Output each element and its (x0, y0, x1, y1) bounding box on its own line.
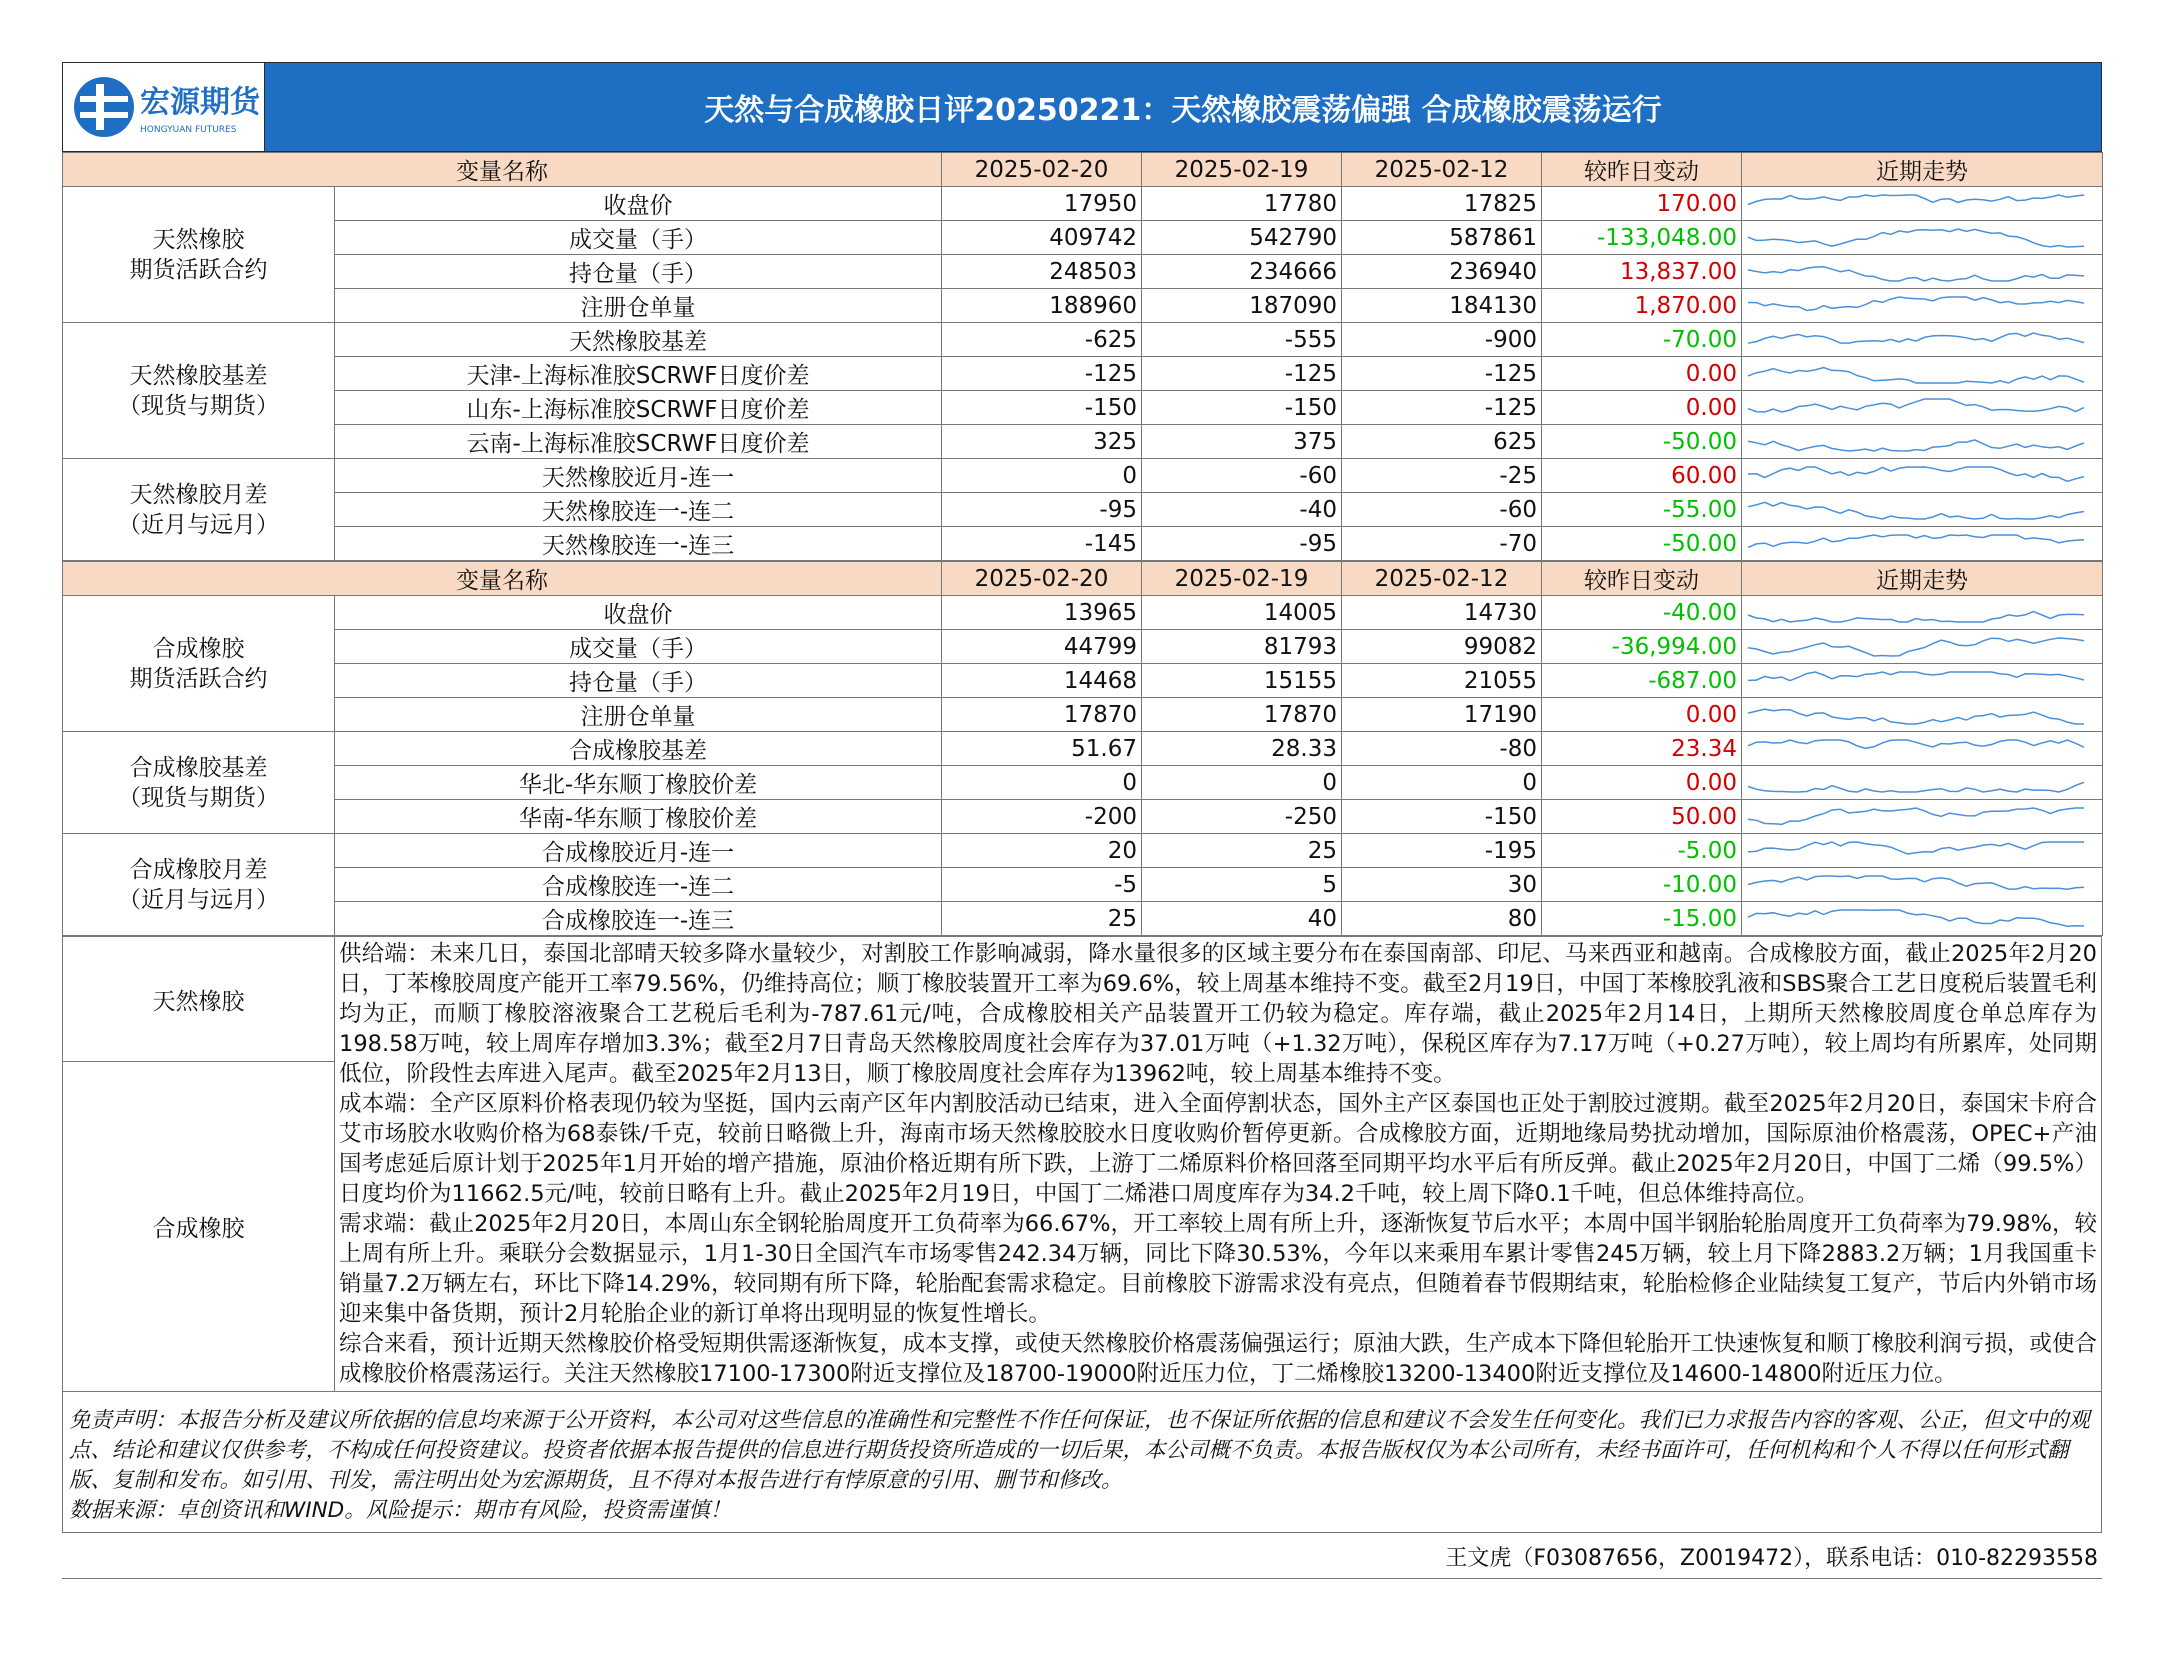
value-cell: 0 (942, 459, 1142, 493)
sparkline (1742, 734, 2094, 764)
sparkline (1742, 666, 2094, 696)
col-date-d3: 2025-02-12 (1342, 153, 1542, 187)
column-header-row (63, 153, 2103, 187)
change-cell: -5.00 (1542, 834, 1742, 868)
row-label: 合成橡胶连一-连二 (335, 868, 942, 902)
value-cell: 542790 (1142, 221, 1342, 255)
value-cell: 20 (942, 834, 1142, 868)
sparkline (1742, 870, 2094, 900)
value-cell: -80 (1342, 732, 1542, 766)
data-source-text: 数据来源：卓创资讯和WIND。风险提示：期市有风险，投资需谨慎！ (69, 1498, 732, 1523)
commentary-synthetic-label: 合成橡胶 (63, 1062, 335, 1392)
table-row (63, 459, 2103, 493)
value-cell: -195 (1342, 834, 1542, 868)
value-cell: 14005 (1142, 596, 1342, 630)
row-label: 华南-华东顺丁橡胶价差 (335, 800, 942, 834)
value-cell: 587861 (1342, 221, 1542, 255)
value-cell: 17780 (1142, 187, 1342, 221)
sparkline-cell (1742, 221, 2103, 255)
synthetic-rubber-table (62, 561, 2103, 936)
value-cell: 234666 (1142, 255, 1342, 289)
summary-paragraph: 综合来看，预计近期天然橡胶价格受短期供需逐渐恢复，成本支撑，或使天然橡胶价格震荡偏强运行；原油大跌，生产成本下降但轮胎开工快速恢复和顺丁橡胶利润亏损，或使合成橡胶价格震荡运行。关注天然橡胶17100-17300附近支撑位及18700-19000附近压力位，丁二烯橡胶13200-13400附近支撑位及14600-14800附近压力位。 (339, 1331, 2097, 1387)
value-cell: 81793 (1142, 630, 1342, 664)
group-label (63, 834, 335, 936)
sparkline-cell (1742, 868, 2103, 902)
sparkline (1742, 632, 2094, 662)
sparkline (1742, 529, 2094, 559)
row-label: 天然橡胶近月-连一 (335, 459, 942, 493)
disclaimer-text: 免责声明：本报告分析及建议所依据的信息均来源于公开资料，本公司对这些信息的准确性和完整性不作任何保证，也不保证所依据的信息和建议不会发生任何变化。我们已力求报告内容的客观、公正，但文中的观点、结论和建议仅供参考，不构成任何投资建议。投资者依据本报告提供的信息进行期货投资所造成的一切后果，本公司概不负责。本报告版权仅为本公司所有，未经书面许可，任何机构和个人不得以任何形式翻版、复制和发布。如引用、刊发，需注明出处为宏源期货，且不得对本报告进行有悖原意的引用、删节和修改。 (69, 1408, 2091, 1493)
col-trend: 近期走势 (1742, 562, 2103, 596)
sparkline (1742, 461, 2094, 491)
value-cell: -40 (1142, 493, 1342, 527)
table-row (63, 800, 2103, 834)
value-cell: -150 (942, 391, 1142, 425)
change-cell: -687.00 (1542, 664, 1742, 698)
value-cell: -150 (1142, 391, 1342, 425)
value-cell: -125 (942, 357, 1142, 391)
value-cell: 25 (1142, 834, 1342, 868)
sparkline (1742, 257, 2094, 287)
change-cell: -50.00 (1542, 425, 1742, 459)
disclaimer (62, 1392, 2102, 1533)
group-label (63, 596, 335, 732)
value-cell: 375 (1142, 425, 1342, 459)
sparkline (1742, 802, 2094, 832)
report-header (62, 62, 2102, 152)
change-cell: 170.00 (1542, 187, 1742, 221)
value-cell: -125 (1342, 357, 1542, 391)
value-cell: -95 (1142, 527, 1342, 561)
table-row (63, 289, 2103, 323)
sparkline-cell (1742, 187, 2103, 221)
value-cell: 17870 (1142, 698, 1342, 732)
value-cell: -250 (1142, 800, 1342, 834)
change-cell: -133,048.00 (1542, 221, 1742, 255)
value-cell: -60 (1142, 459, 1342, 493)
value-cell: -60 (1342, 493, 1542, 527)
row-label: 天津-上海标准胶SCRWF日度价差 (335, 357, 942, 391)
value-cell: 5 (1142, 868, 1342, 902)
group-label-line: 合成橡胶基差 (129, 754, 268, 781)
svg-text:宏源期货: 宏源期货 (139, 85, 260, 120)
table-row (63, 255, 2103, 289)
col-date-d1: 2025-02-20 (942, 562, 1142, 596)
col-change: 较昨日变动 (1542, 562, 1742, 596)
change-cell: -55.00 (1542, 493, 1742, 527)
value-cell: 625 (1342, 425, 1542, 459)
value-cell: 99082 (1342, 630, 1542, 664)
value-cell: -150 (1342, 800, 1542, 834)
col-date-d1: 2025-02-20 (942, 153, 1142, 187)
group-label-line: 期货活跃合约 (129, 256, 268, 283)
value-cell: -70 (1342, 527, 1542, 561)
cost-paragraph: 成本端：全产区原料价格表现仍较为坚挺，国内云南产区年内割胶活动已结束，进入全面停割状态，国外主产区泰国也正处于割胶过渡期。截至2025年2月20日，泰国宋卡府合艾市场胶水收购价格为68泰铢/千克，较前日略微上升，海南市场天然橡胶胶水日度收购价暂停更新。合成橡胶方面，近期地缘局势扰动增加，国际原油价格震荡，OPEC+产油国考虑延后原计划于2025年1月开始的增产措施，原油价格近期有所下跌，上游丁二烯原料价格回落至同期平均水平后有所反弹。截止2025年2月20日，中国丁二烯（99.5%）日度均价为11662.5元/吨，较前日略有上升。截止2025年2月19日，中国丁二烯港口周度库存为34.2千吨，较上周下降0.1千吨，但总体维持高位。 (339, 1091, 2097, 1207)
row-label: 成交量（手） (335, 221, 942, 255)
value-cell: 17870 (942, 698, 1142, 732)
change-cell: 0.00 (1542, 391, 1742, 425)
value-cell: 17190 (1342, 698, 1542, 732)
row-label: 注册仓单量 (335, 289, 942, 323)
change-cell: -15.00 (1542, 902, 1742, 936)
sparkline (1742, 359, 2094, 389)
value-cell: 28.33 (1142, 732, 1342, 766)
col-variable-name: 变量名称 (63, 153, 942, 187)
svg-text:HONGYUAN FUTURES: HONGYUAN FUTURES (139, 125, 236, 135)
natural-rubber-table (62, 152, 2103, 561)
group-label-line: 合成橡胶 (152, 635, 245, 662)
demand-paragraph: 需求端：截止2025年2月20日，本周山东全钢轮胎周度开工负荷率为66.67%，开工率较上周有所上升，逐渐恢复节后水平；本周中国半钢胎轮胎周度开工负荷率为79.98%，较上周有所上升。乘联分会数据显示，1月1-30日全国汽车市场零售242.34万辆，同比下降30.53%，今年以来乘用车累计零售245万辆，较上月下降2883.2万辆；1月我国重卡销量7.2万辆左右，环比下降14.29%，较同期有所下降，轮胎配套需求稳定。目前橡胶下游需求没有亮点，但随着春节假期结束，轮胎检修企业陆续复工复产，节后内外销市场迎来集中备货期，预计2月轮胎企业的新订单将出现明显的恢复性增长。 (339, 1211, 2097, 1327)
table-row (63, 834, 2103, 868)
row-label: 持仓量（手） (335, 255, 942, 289)
group-label-line: 天然橡胶 (152, 226, 245, 253)
sparkline-cell (1742, 630, 2103, 664)
change-cell: 0.00 (1542, 698, 1742, 732)
group-label-line: 天然橡胶月差 (129, 481, 268, 508)
sparkline (1742, 836, 2094, 866)
table-row (63, 391, 2103, 425)
sparkline-cell (1742, 766, 2103, 800)
row-label: 收盘价 (335, 596, 942, 630)
value-cell: 0 (942, 766, 1142, 800)
report-title: 天然与合成橡胶日评20250221：天然橡胶震荡偏强 合成橡胶震荡运行 (265, 63, 2101, 151)
table-row (63, 630, 2103, 664)
row-label: 合成橡胶近月-连一 (335, 834, 942, 868)
table-row (63, 698, 2103, 732)
table-row (63, 527, 2103, 561)
group-label-line: （近月与远月） (118, 886, 279, 913)
value-cell: 44799 (942, 630, 1142, 664)
col-date-d2: 2025-02-19 (1142, 153, 1342, 187)
sparkline (1742, 291, 2094, 321)
table-row (63, 323, 2103, 357)
change-cell: 13,837.00 (1542, 255, 1742, 289)
group-label-line: 合成橡胶月差 (129, 856, 268, 883)
value-cell: 188960 (942, 289, 1142, 323)
table-row (63, 868, 2103, 902)
group-label-line: 期货活跃合约 (129, 665, 268, 692)
value-cell: 40 (1142, 902, 1342, 936)
row-label: 成交量（手） (335, 630, 942, 664)
sparkline (1742, 189, 2094, 219)
row-label: 持仓量（手） (335, 664, 942, 698)
sparkline (1742, 223, 2094, 253)
col-change: 较昨日变动 (1542, 153, 1742, 187)
col-date-d3: 2025-02-12 (1342, 562, 1542, 596)
value-cell: 17825 (1342, 187, 1542, 221)
sparkline-cell (1742, 323, 2103, 357)
change-cell: 23.34 (1542, 732, 1742, 766)
table-row (63, 357, 2103, 391)
sparkline (1742, 393, 2094, 423)
value-cell: -900 (1342, 323, 1542, 357)
value-cell: -25 (1342, 459, 1542, 493)
change-cell: 0.00 (1542, 357, 1742, 391)
sparkline (1742, 495, 2094, 525)
change-cell: -50.00 (1542, 527, 1742, 561)
table-row (63, 596, 2103, 630)
value-cell: 25 (942, 902, 1142, 936)
value-cell: 184130 (1342, 289, 1542, 323)
table-row (63, 187, 2103, 221)
sparkline-cell (1742, 664, 2103, 698)
value-cell: -625 (942, 323, 1142, 357)
row-label: 天然橡胶基差 (335, 323, 942, 357)
change-cell: -10.00 (1542, 868, 1742, 902)
sparkline (1742, 598, 2094, 628)
value-cell: -200 (942, 800, 1142, 834)
col-date-d2: 2025-02-19 (1142, 562, 1342, 596)
group-label-line: （现货与期货） (118, 392, 279, 419)
value-cell: 17950 (942, 187, 1142, 221)
sparkline-cell (1742, 289, 2103, 323)
value-cell: 13965 (942, 596, 1142, 630)
column-header-row (63, 562, 2103, 596)
sparkline (1742, 325, 2094, 355)
sparkline-cell (1742, 357, 2103, 391)
row-label: 华北-华东顺丁橡胶价差 (335, 766, 942, 800)
row-label: 云南-上海标准胶SCRWF日度价差 (335, 425, 942, 459)
sparkline-cell (1742, 255, 2103, 289)
report-sheet (62, 62, 2102, 1579)
change-cell: 50.00 (1542, 800, 1742, 834)
row-label: 收盘价 (335, 187, 942, 221)
sparkline-cell (1742, 459, 2103, 493)
value-cell: -555 (1142, 323, 1342, 357)
sparkline-cell (1742, 732, 2103, 766)
sparkline-cell (1742, 425, 2103, 459)
commentary-table (62, 936, 2102, 1392)
row-label: 山东-上海标准胶SCRWF日度价差 (335, 391, 942, 425)
change-cell: -40.00 (1542, 596, 1742, 630)
group-label-line: （现货与期货） (118, 784, 279, 811)
value-cell: -125 (1342, 391, 1542, 425)
change-cell: 1,870.00 (1542, 289, 1742, 323)
sparkline (1742, 768, 2094, 798)
col-variable-name: 变量名称 (63, 562, 942, 596)
value-cell: 14730 (1342, 596, 1542, 630)
group-label-line: （近月与远月） (118, 511, 279, 538)
sparkline (1742, 700, 2094, 730)
value-cell: 51.67 (942, 732, 1142, 766)
value-cell: -95 (942, 493, 1142, 527)
value-cell: 15155 (1142, 664, 1342, 698)
value-cell: 21055 (1342, 664, 1542, 698)
change-cell: -36,994.00 (1542, 630, 1742, 664)
table-row (63, 766, 2103, 800)
table-row (63, 902, 2103, 936)
sparkline-cell (1742, 698, 2103, 732)
value-cell: 409742 (942, 221, 1142, 255)
value-cell: 30 (1342, 868, 1542, 902)
value-cell: 187090 (1142, 289, 1342, 323)
value-cell: 248503 (942, 255, 1142, 289)
row-label: 注册仓单量 (335, 698, 942, 732)
value-cell: -125 (1142, 357, 1342, 391)
value-cell: 0 (1342, 766, 1542, 800)
sparkline-cell (1742, 800, 2103, 834)
value-cell: -145 (942, 527, 1142, 561)
change-cell: 60.00 (1542, 459, 1742, 493)
row-label: 天然橡胶连一-连二 (335, 493, 942, 527)
sparkline-cell (1742, 834, 2103, 868)
row-label: 天然橡胶连一-连三 (335, 527, 942, 561)
table-row (63, 221, 2103, 255)
value-cell: 80 (1342, 902, 1542, 936)
value-cell: 0 (1142, 766, 1342, 800)
table-row (63, 664, 2103, 698)
change-cell: 0.00 (1542, 766, 1742, 800)
author-contact: 王文虎（F03087656，Z0019472），联系电话：010-82293558 (62, 1533, 2102, 1579)
sparkline-cell (1742, 596, 2103, 630)
sparkline (1742, 904, 2094, 934)
row-label: 合成橡胶连一-连三 (335, 902, 942, 936)
table-row (63, 732, 2103, 766)
sparkline-cell (1742, 902, 2103, 936)
sparkline-cell (1742, 527, 2103, 561)
col-trend: 近期走势 (1742, 153, 2103, 187)
row-label: 合成橡胶基差 (335, 732, 942, 766)
sparkline-cell (1742, 493, 2103, 527)
group-label (63, 323, 335, 459)
value-cell: -5 (942, 868, 1142, 902)
table-row (63, 425, 2103, 459)
value-cell: 236940 (1342, 255, 1542, 289)
table-row (63, 493, 2103, 527)
change-cell: -70.00 (1542, 323, 1742, 357)
supply-paragraph: 供给端：未来几日，泰国北部晴天较多降水量较少，对割胶工作影响减弱，降水量很多的区域主要分布在泰国南部、印尼、马来西亚和越南。合成橡胶方面，截止2025年2月20日，丁苯橡胶周度产能开工率79.56%，仍维持高位；顺丁橡胶装置开工率为69.6%，较上周基本维持不变。截至2月19日，中国丁苯橡胶乳液和SBS聚合工艺日度税后装置毛利均为正，而顺丁橡胶溶液聚合工艺税后毛利为-787.61元/吨，合成橡胶相关产品装置开工仍较为稳定。库存端，截止2025年2月14日，上期所天然橡胶周度仓单总库存为198.58万吨，较上周库存增加3.3%；截至2月7日青岛天然橡胶周度社会库存为37.01万吨（+1.32万吨），保税区库存为7.17万吨（+0.27万吨），较上周均有所累库，处同期低位，阶段性去库进入尾声。截至2025年2月13日，顺丁橡胶周度社会库存为13962吨，较上周基本维持不变。 (339, 941, 2097, 1087)
company-logo (63, 63, 265, 151)
group-label (63, 459, 335, 561)
sparkline (1742, 427, 2094, 457)
sparkline-cell (1742, 391, 2103, 425)
commentary-natural-label: 天然橡胶 (63, 937, 335, 1062)
group-label (63, 732, 335, 834)
value-cell: 325 (942, 425, 1142, 459)
group-label (63, 187, 335, 323)
group-label-line: 天然橡胶基差 (129, 362, 268, 389)
commentary-text (335, 937, 2102, 1392)
value-cell: 14468 (942, 664, 1142, 698)
